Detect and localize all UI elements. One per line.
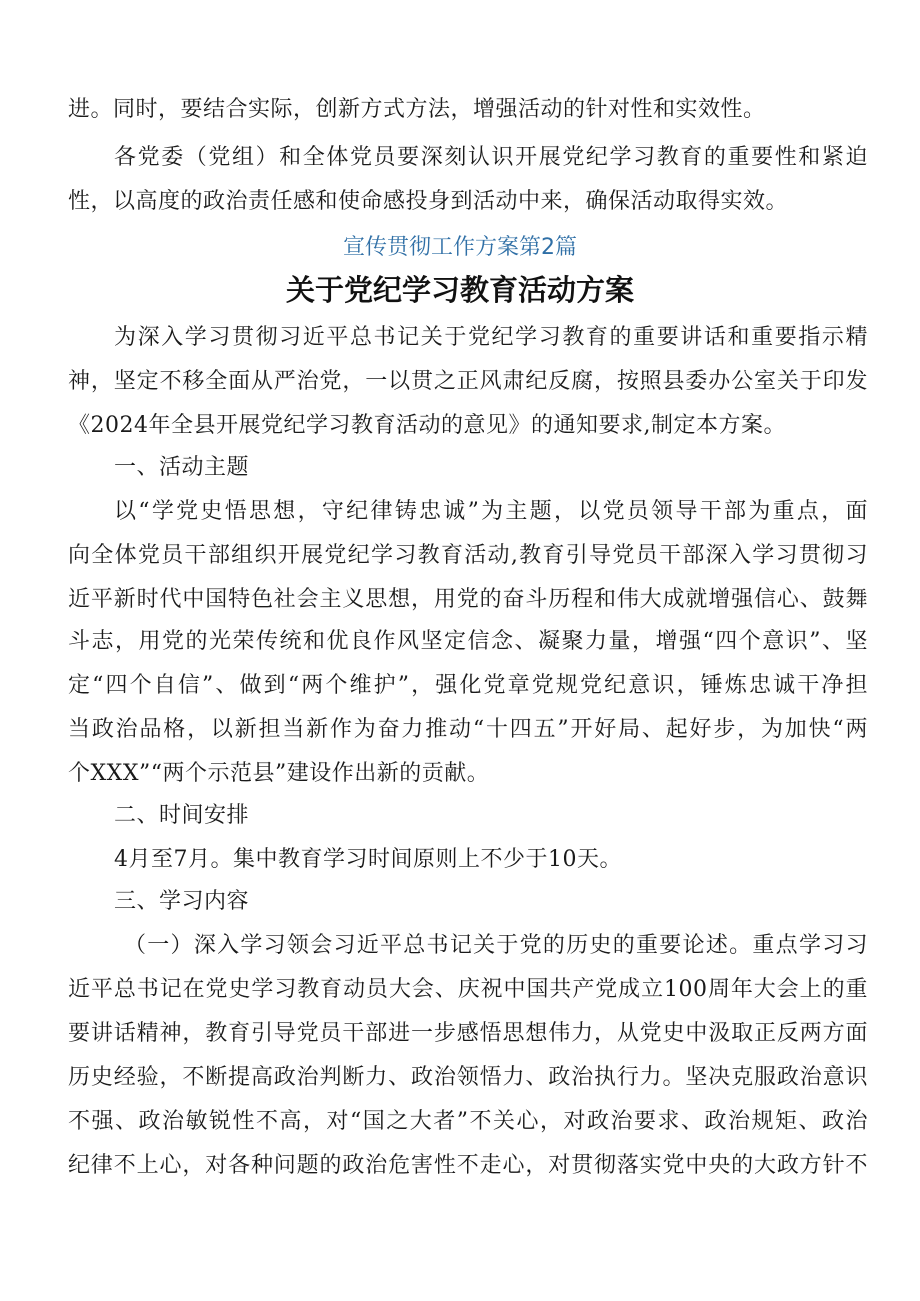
paragraph-line: 为深入学习贯彻习近平总书记关于党纪学习教育的重要讲话和重要指示精 bbox=[114, 325, 868, 350]
paragraph-line: 当政治品格，以新担当新作为奋力推动“十四五”开好局、起好步，为加快“两 bbox=[68, 717, 868, 742]
paragraph-line: 向全体党员干部组织开展党纪学习教育活动,教育引导党员干部深入学习贯彻习 bbox=[68, 543, 868, 568]
paragraph-line: 要讲话精神，教育引导党员干部进一步感悟思想伟力，从党史中汲取正反两方面 bbox=[68, 1021, 868, 1046]
paragraph-line: 纪律不上心，对各种问题的政治危害性不走心，对贯彻落实党中央的大政方针不 bbox=[68, 1153, 868, 1178]
paragraph-line: 历史经验，不断提高政治判断力、政治领悟力、政治执行力。坚决克服政治意识 bbox=[68, 1065, 868, 1090]
paragraph-line: 近平新时代中国特色社会主义思想，用党的奋斗历程和伟大成就增强信心、鼓舞 bbox=[68, 587, 868, 612]
section-heading: 三、学习内容 bbox=[114, 889, 250, 914]
paragraph-line: 定“四个自信”、做到“两个维护”，强化党章党规党纪意识，锤炼忠诚干净担 bbox=[68, 673, 868, 698]
paragraph-line: （一）深入学习领会习近平总书记关于党的历史的重要论述。重点学习习 bbox=[124, 933, 868, 958]
paragraph-line: 以“学党史悟思想，守纪律铸忠诚”为主题，以党员领导干部为重点，面 bbox=[114, 499, 868, 524]
section-subtitle: 宣传贯彻工作方案第2篇 bbox=[343, 235, 577, 260]
section-heading: 一、活动主题 bbox=[114, 455, 250, 480]
paragraph-line: 性，以高度的政治责任感和使命感投身到活动中来，确保活动取得实效。 bbox=[68, 189, 789, 214]
paragraph-line: 4月至7月。集中教育学习时间原则上不少于10天。 bbox=[114, 847, 622, 872]
paragraph-line: 神，坚定不移全面从严治党，一以贯之正风肃纪反腐，按照县委办公室关于印发 bbox=[68, 369, 868, 394]
document-title: 关于党纪学习教育活动方案 bbox=[285, 273, 634, 307]
paragraph-line: 不强、政治敏锐性不高，对“国之大者”不关心，对政治要求、政治规矩、政治 bbox=[68, 1109, 868, 1134]
section-heading: 二、时间安排 bbox=[114, 803, 250, 828]
paragraph-line: 《2024年全县开展党纪学习教育活动的意见》的通知要求,制定本方案。 bbox=[68, 413, 786, 438]
paragraph-line: 各党委（党组）和全体党员要深刻认识开展党纪学习教育的重要性和紧迫 bbox=[114, 145, 868, 170]
paragraph-line: 进。同时，要结合实际，创新方式方法，增强活动的针对性和实效性。 bbox=[68, 97, 766, 122]
paragraph-line: 近平总书记在党史学习教育动员大会、庆祝中国共产党成立100周年大会上的重 bbox=[68, 977, 868, 1002]
paragraph-line: 斗志，用党的光荣传统和优良作风坚定信念、凝聚力量，增强“四个意识”、坚 bbox=[68, 629, 868, 654]
paragraph-line: 个XXX”“两个示范县”建设作出新的贡献。 bbox=[68, 761, 490, 786]
